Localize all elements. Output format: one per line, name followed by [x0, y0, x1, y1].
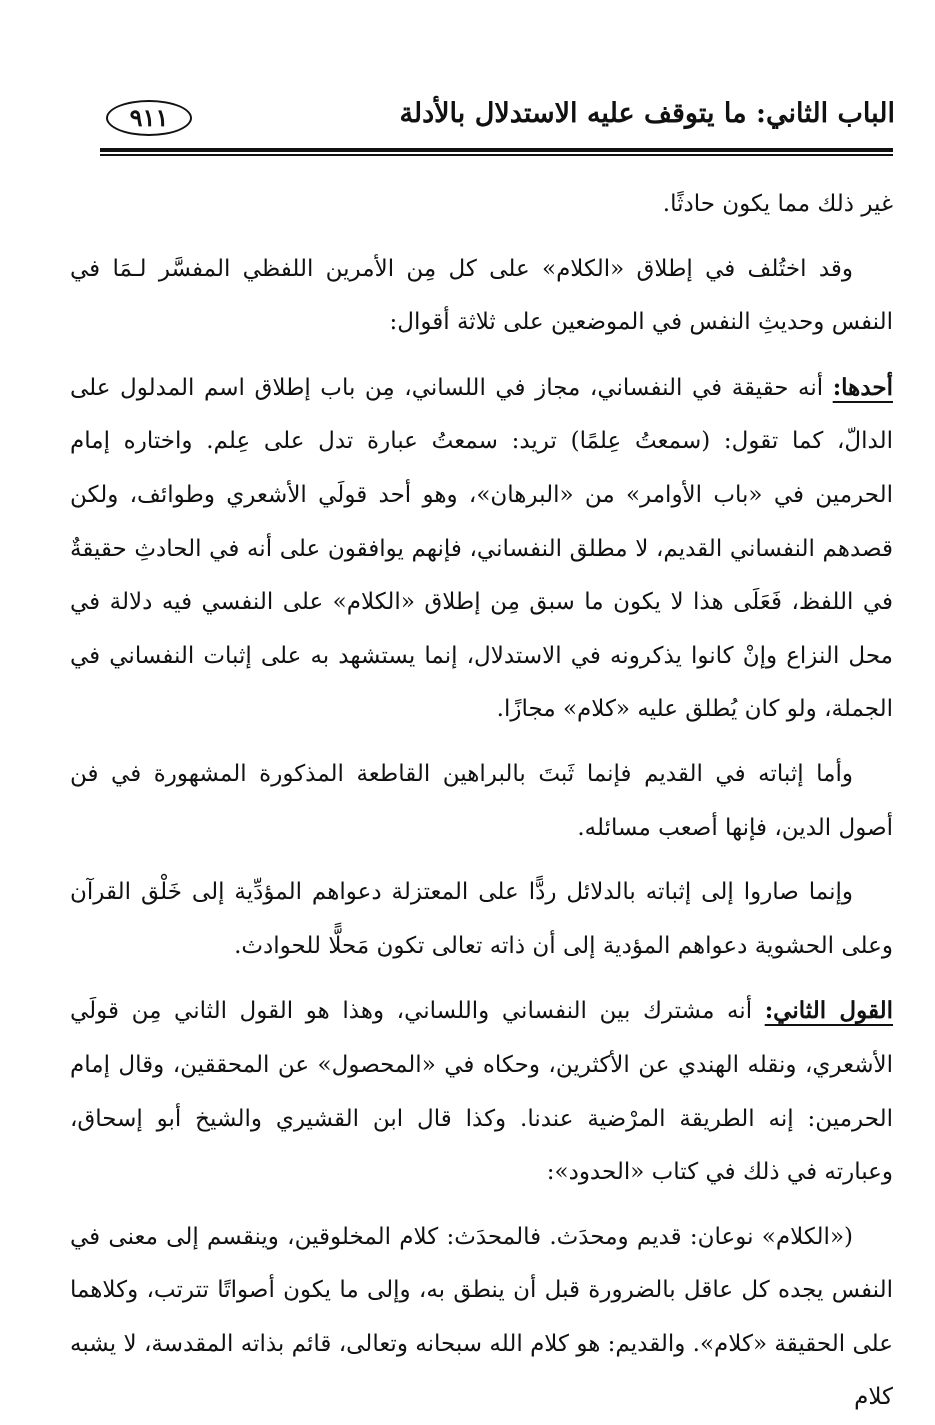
paragraph-lead: القول الثاني: [764, 997, 894, 1025]
paragraph-text: وأما إثباته في القديم فإنما ثَبتَ بالبراهين القاطعة المذكورة المشهورة في فن أصول الدين، فإنها أصعب مسائله. [70, 760, 893, 841]
paragraph [70, 1211, 893, 1425]
paragraph [70, 984, 893, 1199]
paragraph-lead: أحدها: [832, 373, 893, 401]
running-title: الباب الثاني: ما يتوقف عليه الاستدلال بالأدلة [399, 98, 895, 129]
paragraph [70, 748, 893, 855]
header-rule-thick [100, 148, 893, 152]
paragraph-text: («الكلام» نوعان: قديم ومحدَث. فالمحدَث: كلام المخلوقين، وينقسم إلى معنى في النفس يجده كل عاقل بالضرورة قبل أن ينطق به، وإلى ما يكون أصواتًا تترتب، وكلاهما على الحقيقة «كلام». والقديم: هو كلام الله سبحانه وتعالى، قائم بذاته المقدسة، لا يشبه كلام [70, 1223, 893, 1411]
header-rule-thin [100, 154, 893, 156]
page-number: ٩١١ [106, 100, 192, 136]
paragraph [70, 361, 893, 737]
body-text [70, 178, 893, 1425]
paragraph-text: وإنما صاروا إلى إثباته بالدلائل ردًّا على المعتزلة دعواهم المؤدِّية إلى خَلْق القرآن وعلى الحشوية دعواهم المؤدية إلى أن ذاته تعالى تكون مَحلًّا للحوادث. [70, 879, 893, 959]
paragraph [70, 178, 893, 232]
paragraph-text: غير ذلك مما يكون حادثًا. [662, 191, 893, 217]
paragraph-text: أنه مشترك بين النفساني واللساني، وهذا هو القول الثاني مِن قولَي الأشعري، ونقله الهندي عن الأكثرين، وحكاه في «المحصول» عن المحققين، وقال إمام الحرمين: إنه الطريقة المرْضية عندنا. وكذا قال ابن القشيري والشيخ أبو إسحاق، وعبارته في ذلك في كتاب «الحدود»: [70, 998, 893, 1186]
paragraph-text: أنه حقيقة في النفساني، مجاز في اللساني، مِن باب إطلاق اسم المدلول على الدالّ، كما تقول: (سمعتُ عِلمًا) تريد: سمعتُ عبارة تدل على عِلم. واختاره إمام الحرمين في «باب الأوامر» من «البرهان»، وهو أحد قولَي الأشعري وطوائف، ولكن قصدهم النفساني القديم، لا مطلق النفساني، فإنهم يوافقون على أنه في الحادثِ حقيقةٌ في اللفظ، فَعَلَى هذا لا يكون ما سبق مِن إطلاق «الكلام» على النفسي فيه دلالة في محل النزاع وإنْ كانوا يذكرونه في الاستدلال، إنما يستشهد به على إثبات النفساني في الجملة، ولو كان يُطلق عليه «كلام» مجازًا. [70, 374, 893, 723]
page-header [100, 96, 895, 150]
paragraph [70, 866, 893, 973]
paragraph [70, 243, 893, 350]
paragraph-text: وقد اختُلف في إطلاق «الكلام» على كل مِن الأمرين اللفظي المفسَّر لـمَا في النفس وحديثِ النفس في الموضعين على ثلاثة أقوال: [70, 255, 893, 336]
